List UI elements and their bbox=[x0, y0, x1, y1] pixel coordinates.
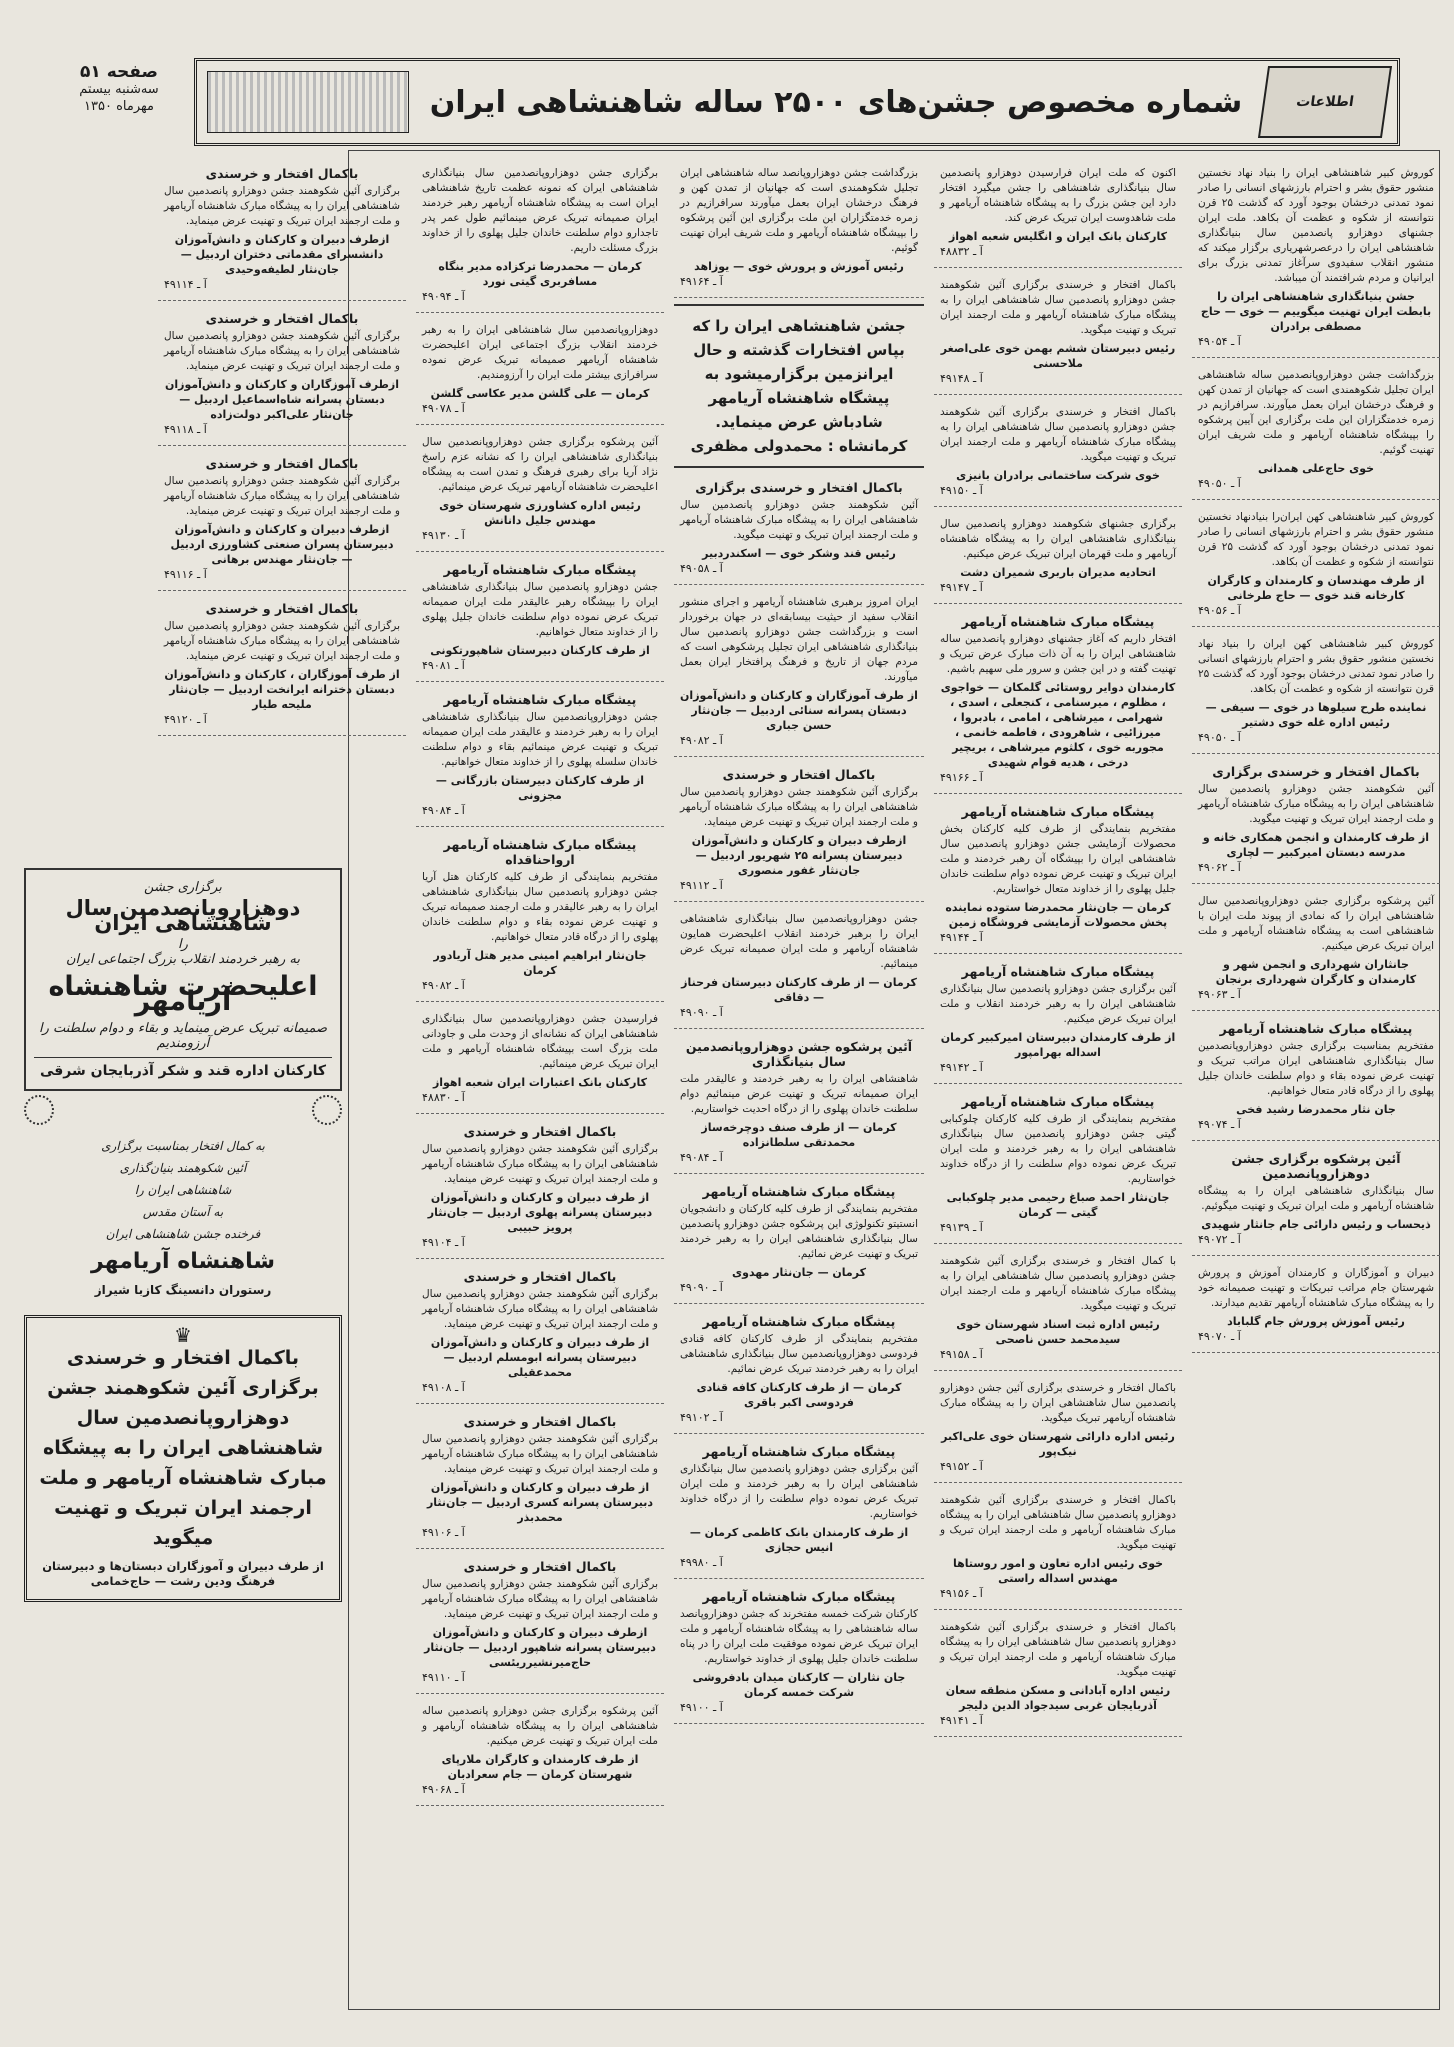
notice-heading: باکمال افتخار و خرسندی bbox=[463, 1559, 617, 1574]
skyline-illustration bbox=[207, 71, 409, 133]
notice-body: بزرگداشت جشن دوهزاروپانصد ساله شاهنشاهی ایران تجلیل شکوهمندی است که جهانیان از تمدن کهن و فرهنگ درخشان ایران بعمل میآورند سرافرازیم در زمره خدمتگزاران این ملت برگزاری این آئین پرشکوه را بپیشگاه شاهنشاه آریامهر و ملت شریف ایران تهنیت گوئیم. bbox=[680, 167, 918, 254]
notice-code: آ ـ ۴۹۱۰۲ bbox=[680, 1411, 723, 1424]
calligraphy-line: به آستان مقدس bbox=[142, 1205, 224, 1219]
notice-code: آ ـ ۴۹۹۸۰ bbox=[680, 1556, 723, 1569]
notice-body: کوروش کبیر شاهنشاهی ایران را بنیاد نهاد نخستین منشور حقوق بشر و احترام بارزشهای انسانی را صادر نمود تمدنی درخشان بوجود آورد که گذشت ۲۵ قرن نتوانسته از شکوه و عظمت آن بکاهد. ملت ایران جشنهای دوهزارو پانصدمین سال بنیانگذاری شاهنشاهی ایران را درعصرشهریاری برگزار میکند که منشور انقلاب سفیدوی سرآغاز تمدنی بزرگ برای ایرانیان و مردم شرافتمند آن میباشد. bbox=[1198, 167, 1434, 284]
notice-heading: پیشگاه مبارک شاهنشاه آریامهر bbox=[1219, 1021, 1413, 1036]
notice-signature: جان‌نثار احمد صباغ رحیمی مدیر چلوکبابی گیتی — کرمان bbox=[946, 1191, 1170, 1219]
notice-body: مفتخریم بمناسبت برگزاری جشن دوهزاروپانصدمین سال بنیانگذاری شاهنشاهی ایران مراتب تبریک و تهنیت عرض نموده بقاء و دوام سلطنت خاندان جلیل پهلوی را از درگاه قادر متعال خواهانیم. bbox=[1198, 1040, 1434, 1097]
boxed-ad-body: باکمال افتخار و خرسندی برگزاری آئین شکوهمند جشن دوهزاروپانصدمین سال شاهنشاهی ایران را به پیشگاه مبارک شاهنشاه آریامهر و ملت ارجمند ایران تبریک و تهنیت میگوید bbox=[39, 1347, 327, 1549]
notice-code: آ ـ ۴۹۱۶۴ bbox=[680, 275, 723, 288]
notice-code: آ ـ ۴۹۰۹۰ bbox=[680, 1006, 723, 1019]
notice-code: آ ـ ۴۹۱۵۶ bbox=[940, 1587, 983, 1600]
notice-body: برگزاری آئین شکوهمند جشن دوهزارو پانصدمین سال شاهنشاهی ایران را به پیشگاه مبارک شاهنشاه آریامهر و ملت ارجمند ایران تبریک و تهنیت عرض مینماید. bbox=[164, 185, 400, 227]
calligraphy-line: به کمال افتخار بمناسبت برگزاری bbox=[101, 1139, 265, 1153]
notice-body: کوروش کبیر شاهنشاهی کهن ایران‌را بنیادنهاد نخستین منشور حقوق بشر و احترام بارزشهای انسانی را صادر نمود تمدنی درخشان بوجود آورد که گذشت ۲۵ قرن نتوانسته از شکوه و عظمت آن بکاهد. bbox=[1198, 511, 1434, 568]
notice-body: باکمال افتخار و خرسندی برگزاری آئین جشن دوهزارو پانصدمین سال شاهنشاهی ایران را به پیشگاه مبارک شاهنشاه آریامهر تبریک میگوید. bbox=[940, 1382, 1176, 1424]
notice-heading: باکمال افتخار و خرسندی bbox=[722, 767, 876, 782]
notice-signature: جان‌نثار ابراهیم امینی مدیر هتل آریادور کرمان bbox=[433, 949, 647, 977]
notice-body: ایران امروز برهبری شاهنشاه آریامهر و اجرای منشور انقلاب سفید از حیثیت بیسابقه‌ای در جهان برخوردار است و بزرگداشت جشن دوهزارو پانصدمین سال بنیانگذاری شاهنشاهی ایران تجلیل پرشکوهی است که مردم جهان از تاریخ و فرهنگ پرافتخار ایران بعمل میآورند. bbox=[680, 596, 918, 683]
column-2 bbox=[934, 160, 1182, 2000]
notice-code: آ ـ ۴۹۱۵۲ bbox=[940, 1460, 983, 1473]
greeting-notice bbox=[1192, 631, 1440, 754]
notice-body: باکمال افتخار و خرسندی برگزاری آئین شکوهمند جشن دوهزارو پانصدمین سال شاهنشاهی ایران را به پیشگاه مبارک شاهنشاه آریامهر و ملت ارجمند ایران تبریک و تهنیت میگوید. bbox=[940, 406, 1176, 463]
greeting-notice bbox=[934, 160, 1182, 268]
greeting-notice bbox=[934, 798, 1182, 954]
notice-signature: خوی حاج‌علی همدانی bbox=[1257, 462, 1375, 475]
column-4 bbox=[416, 160, 664, 2000]
notice-signature: جان نثار محمدرضا رشید فخی bbox=[1236, 1103, 1396, 1116]
notice-signature: از طرف دبیران و کارکنان و دانش‌آموزان دبیرستان پسرانه ابومسلم اردبیل — محمدعقیلی bbox=[430, 1336, 650, 1379]
notice-signature: اتحادیه مدیران باربری شمیران دشت bbox=[960, 566, 1156, 579]
notice-code: آ ـ ۴۹۰۵۸ bbox=[680, 562, 723, 575]
greeting-notice bbox=[934, 399, 1182, 507]
notice-code: آ ـ ۴۹۰۵۶ bbox=[1198, 604, 1241, 617]
notice-body: مفتخریم بنمایندگی از طرف کلیه کارکنان هتل آریا جشن دوهزارو پانصدمین سال بنیانگذاری شاهنشاهی ایران را به رهبر عالیقدر و ملت ارجمند صمیمانه تبریک و تهنیت عرض نموده بقاء و دوام سلطنت خاندان پهلوی را از درگاه قادر متعال خواهانیم. bbox=[422, 871, 658, 943]
notice-heading: باکمال افتخار و خرسندی bbox=[463, 1124, 617, 1139]
greeting-notice bbox=[416, 317, 664, 425]
greeting-notice bbox=[934, 272, 1182, 395]
notice-signature: کرمان — از طرف کارکنان کافه قنادی فردوسی اکبر باقری bbox=[696, 1381, 902, 1409]
notice-heading: باکمال افتخار و خرسندی bbox=[205, 166, 359, 181]
greeting-notice bbox=[674, 160, 924, 298]
notice-code: آ ـ ۴۹۰۵۴ bbox=[1198, 335, 1241, 348]
notice-heading: پیشگاه مبارک شاهنشاه آریامهر bbox=[961, 964, 1155, 979]
notice-signature: رئیس اداره دارائی شهرستان خوی علی‌اکبر نیک‌پور bbox=[941, 1430, 1175, 1458]
notice-body: کارکنان شرکت خمسه مفتخرند که جشن دوهزاروپانصد ساله شاهنشاهی را به پیشگاه شاهنشاه آریامهر و ملت ایران تبریک عرض نموده موفقیت ملت ایران را در پناه سلطنت خاندان جلیل پهلوی از خداوند خواستاریم. bbox=[680, 1608, 918, 1665]
column-1 bbox=[1192, 160, 1440, 2000]
notice-code: آ ـ ۴۹۰۵۰ bbox=[1198, 477, 1241, 490]
notice-signature: از طرف دبیران و کارکنان و دانش‌آموزان دبیرستان پسرانه پهلوی اردبیل — جان‌نثار پرویز حبیبی bbox=[427, 1191, 653, 1234]
notice-code: آ ـ ۴۹۰۶۳ bbox=[1198, 988, 1241, 1001]
greeting-notice bbox=[674, 1438, 924, 1579]
crown-emblem-icon: ♛ bbox=[174, 1323, 192, 1347]
notice-signature: از طرف کارکنان دبیرستان بازرگانی — مجزونی bbox=[435, 774, 645, 802]
notice-signature: کرمان — محمدرضا ترکزاده مدیر بنگاه مسافربری گیتی نورد bbox=[438, 260, 642, 288]
notice-body: آئین پرشکوه برگزاری جشن دوهزارو پانصدمین ساله شاهنشاهی ایران را به پیشگاه شاهنشاه آریامهر و ملت ایران تبریک و تهنیت عرض میکنیم. bbox=[422, 1705, 658, 1747]
notice-signature: رئیس اداره کشاورزی شهرستان خوی مهندس جلیل دانانش bbox=[439, 499, 641, 527]
column-3 bbox=[674, 160, 924, 2000]
greeting-notice bbox=[934, 1614, 1182, 1737]
notice-signature: از طرف آموزگاران ، کارکنان و دانش‌آموزان دبستان دخترانه ایرانخت اردبیل — جان‌نثار ملیحه طیار bbox=[164, 668, 400, 711]
notice-signature: جشن بنیانگذاری شاهنشاهی ایران را بابطت ایران تهنیت میگوییم — خوی — حاج مصطفی برادران bbox=[1200, 290, 1432, 333]
notice-body: آئین برگزاری جشن دوهزارو پانصدمین سال بنیانگذاری شاهنشاهی ایران را به رهبر خردمند انقلاب و ملت ایران تبریک عرض میکنیم. bbox=[940, 983, 1176, 1025]
newspaper-logo: اطلاعات bbox=[1258, 66, 1392, 138]
notice-signature: کرمان — از طرف صنف دوچرخه‌ساز محمدتقی سلطانزاده bbox=[701, 1121, 897, 1149]
notice-heading: آئین پرشکوه جشن دوهزاروپانصدمین سال بنیانگذاری bbox=[685, 1039, 913, 1069]
notice-code: آ ـ ۴۹۰۹۰ bbox=[680, 1281, 723, 1294]
notice-body: جشن دوهزاروپانصدمین سال بنیانگذاری شاهنشاهی ایران را برهبر خردمند انقلاب اعلیحضرت همایون شاهنشاه آریامهر و ملت ایران صمیمانه تبریک عرض مینمائیم. bbox=[680, 913, 918, 970]
notice-body: جشن دوهزارو پانصدمین سال بنیانگذاری شاهنشاهی ایران را بپیشگاه رهبر عالیقدر ملت ایران صمیمانه تبریک عرض نموده دوام سلطنت خاندان جلیل پهلوی را از خداوند متعال خواهانیم. bbox=[422, 581, 658, 638]
royal-ad-line6: صمیمانه تبریک عرض مینماید و بقاء و دوام سلطنت را آرزومندیم bbox=[38, 1021, 328, 1051]
notice-body: باکمال افتخار و خرسندی برگزاری آئین شکوهمند دوهزارو پانصدمین سال شاهنشاهی ایران را به پیشگاه مبارک شاهنشاه آریامهر و ملت ارجمند ایران تبریک و تهنیت میگوید. bbox=[940, 1494, 1176, 1551]
notice-code: آ ـ ۴۹۱۲۰ bbox=[164, 713, 207, 726]
calligraphy-ad bbox=[24, 1129, 342, 1307]
notice-signature: رئیس قند وشکر خوی — اسکندردبیر bbox=[702, 547, 896, 560]
notice-signature: کارمندان دوایر روستائی گلمکان — خواجوی ، مظلوم ، میرسنامی ، کنجعلی ، اسدی ، شهرامی ، میرشاهی ، امامی ، بادبروا ، میرزائیی ، شاهرودی ، فاطمه خانمی ، مجوربه خوی ، کلثوم میرشاهی ، بریچیر درخی ، هدیه قوام شهیدی bbox=[940, 681, 1176, 769]
notice-code: آ ـ ۴۹۰۸۲ bbox=[422, 979, 465, 992]
royal-ad-line1: برگزاری جشن bbox=[144, 880, 222, 895]
notice-code: آ ـ ۴۹۰۷۴ bbox=[1198, 1118, 1241, 1131]
notice-signature: رئیس دبیرستان ششم بهمن خوی علی‌اصغر ملاحسنی bbox=[940, 342, 1176, 370]
notice-code: آ ـ ۴۹۰۷۸ bbox=[422, 402, 465, 415]
notice-heading: پیشگاه مبارک شاهنشاه آریامهر bbox=[443, 692, 637, 707]
notice-code: آ ـ ۴۹۱۰۶ bbox=[422, 1526, 465, 1539]
notice-body: کوروش کبیر شاهنشاهی کهن ایران را بنیاد نهاد نخستین منشور حقوق بشر و احترام بارزشهای انسانی را صادر نمود تمدنی درخشان بوجود آورد که گذشت ۲۵ قرن نتوانسته از شکوه و عظمت آن بکاهد. bbox=[1198, 638, 1434, 695]
notice-signature: ازطرف دبیران و کارکنان و دانش‌آموزان دبیرستان پسرانه ۲۵ شهریور اردبیل — جان‌نثار غفور منصوری bbox=[691, 834, 907, 877]
notice-signature: رئیس آموزش پرورش جام گلباباد bbox=[1227, 1315, 1405, 1328]
notice-signature: از طرف کارمندان دبیرستان امیرکبیر کرمان اسداله بهرامپور bbox=[940, 1031, 1176, 1059]
notice-body: برگزاری آئین شکوهمند جشن دوهزارو پانصدمین سال شاهنشاهی ایران را به پیشگاه مبارک شاهنشاه آریامهر و ملت ارجمند ایران تبریک و تهنیت عرض مینماید. bbox=[422, 1288, 658, 1330]
notice-signature: ازطرف دبیران و کارکنان و دانش‌آموزان دبیرستان پسرانه شاهپور اردبیل — جان‌نثار حاج‌میرنشیرریئسی bbox=[424, 1626, 656, 1669]
notice-heading: باکمال افتخار و خرسندی برگزاری bbox=[1212, 764, 1420, 779]
notice-heading: پیشگاه مبارک شاهنشاه آریامهر bbox=[961, 1094, 1155, 1109]
greeting-notice bbox=[934, 511, 1182, 604]
notice-heading: پیشگاه مبارک شاهنشاه آریامهر bbox=[961, 804, 1155, 819]
notice-code: آ ـ ۴۹۱۰۸ bbox=[422, 1381, 465, 1394]
page-number: صفحه ۵۱ bbox=[80, 62, 158, 82]
notice-body: مفتخریم بنمایندگی از طرف کارکنان کافه قنادی فردوسی دوهزاروپانصدمین سال بنیانگذاری شاهنشاهی ایران را به رهبر خردمند تبریک عرض نمائیم. bbox=[680, 1333, 918, 1375]
notice-body: دبیران و آموزگاران و کارمندان آموزش و پرورش شهرستان جام مراتب تبریکات و تهنیت صمیمانه خود را به پیشگاه مبارک شاهنشاه آریامهر تقدیم میدارند. bbox=[1198, 1267, 1434, 1309]
notice-code: آ ـ ۴۹۱۴۷ bbox=[940, 581, 983, 594]
notice-body: دوهزاروپانصدمین سال شاهنشاهی ایران را به رهبر خردمند انقلاب بزرگ اجتماعی ایران اعلیحضرت شاهنشاه آریامهر صمیمانه تبریک عرض نموده سرافرازی بیشتر ملت ایران را آرزومندیم. bbox=[422, 324, 658, 381]
notice-body: برگزاری آئین شکوهمند جشن دوهزارو پانصدمین سال شاهنشاهی ایران را به پیشگاه مبارک شاهنشاه آریامهر و ملت ارجمند ایران تبریک و تهنیت عرض مینماید. bbox=[422, 1578, 658, 1620]
greeting-notice bbox=[934, 1487, 1182, 1610]
notice-signature: از طرف کارمندان و انجمن همکاری خانه و مدرسه دبستان امیرکبیر — لچاری bbox=[1202, 831, 1430, 859]
notice-signature: از طرف دبیران و کارکنان و دانش‌آموزان دبیرستان پسرانه کسری اردبیل — جان‌نثار محمدبذر bbox=[426, 1481, 654, 1524]
notice-code: آ ـ ۴۹۱۴۱ bbox=[940, 1714, 983, 1727]
notice-body: سال بنیانگذاری شاهنشاهی ایران را به پیشگاه شاهنشاه آریامهر و ملت ایران تبریک و تهنیت میگوئیم. bbox=[1198, 1185, 1434, 1212]
royal-ad-line2: دوهزاروپانصدمین سال شاهنشاهی ایران bbox=[65, 896, 301, 935]
royal-greeting-ad bbox=[24, 868, 342, 1091]
notice-code: آ ـ ۴۹۱۱۰ bbox=[422, 1671, 465, 1684]
notice-signature: ازطرف دبیران و کارکنان و دانش‌آموزان دانشسرای مقدماتی دختران اردبیل — جان‌نثار لطیفه‌وحیدی bbox=[174, 233, 390, 276]
notice-heading: پیشگاه مبارک شاهنشاه آریامهر bbox=[443, 562, 637, 577]
notice-body: برگزاری آئین شکوهمند جشن دوهزارو پانصدمین سال شاهنشاهی ایران را به پیشگاه مبارک شاهنشاه آریامهر و ملت ارجمند ایران تبریک و تهنیت عرض مینماید. bbox=[422, 1433, 658, 1475]
boxed-ad-signature: از طرف دبیران و آموزگاران دبستان‌ها و دبیرستان فرهنگ ودین رشت — حاج‌خمامی bbox=[42, 1559, 324, 1588]
notice-body: شاهنشاهی ایران را به رهبر خردمند و عالیقدر ملت ایران صمیمانه تبریک و تهنیت عرض مینمائیم دوام سلطنت خاندان پهلوی را از درگاه احدیت خواستاریم. bbox=[680, 1073, 918, 1115]
notice-signature: رئیس اداره آبادانی و مسکن منطقه سعان آذربایجان غربی سیدجواد الدین دلیجر bbox=[945, 1684, 1171, 1712]
boxed-greeting-ad bbox=[24, 1315, 342, 1602]
greeting-notice bbox=[416, 556, 664, 682]
notice-body: باکمال افتخار و خرسندی برگزاری آئین شکوهمند جشن دوهزارو پانصدمین سال شاهنشاهی ایران را به پیشگاه مبارک شاهنشاه آریامهر و ملت ارجمند ایران تبریک و تهنیت میگوید. bbox=[940, 279, 1176, 336]
greeting-notice bbox=[416, 429, 664, 552]
notice-body: برگزاری آئین شکوهمند جشن دوهزارو پانصدمین سال شاهنشاهی ایران را به پیشگاه مبارک شاهنشاه آریامهر و ملت ارجمند ایران تبریک و تهنیت عرض مینماید. bbox=[422, 1143, 658, 1185]
masthead bbox=[194, 58, 1400, 146]
notice-code: آ ـ ۴۹۱۳۹ bbox=[940, 1221, 983, 1234]
notice-signature: ذیحساب و رئیس دارائی جام جانثار شهیدی bbox=[1201, 1218, 1431, 1231]
notice-body: برگزاری آئین شکوهمند جشن دوهزارو پانصدمین سال شاهنشاهی ایران را به پیشگاه مبارک شاهنشاه آریامهر و ملت ارجمند ایران تبریک و تهنیت عرض مینماید. bbox=[164, 475, 400, 517]
notice-code: آ ـ ۴۹۰۸۴ bbox=[680, 1151, 723, 1164]
page-title: شماره مخصوص جشن‌های ۲۵۰۰ ساله شاهنشاهی ایران bbox=[429, 84, 1243, 120]
flower-ornament-icon bbox=[24, 1095, 54, 1125]
notice-heading: باکمال افتخار و خرسندی bbox=[205, 456, 359, 471]
calligraphy-line: شاهنشاهی ایران را bbox=[134, 1183, 232, 1197]
notice-body: آئین شکوهمند جشن دوهزارو پانصدمین سال شاهنشاهی ایران را به پیشگاه مبارک شاهنشاه آریامهر و ملت ارجمند ایران تبریک و تهنیت میگوید. bbox=[1198, 783, 1434, 825]
notice-heading: پیشگاه مبارک شاهنشاه آریامهر bbox=[961, 614, 1155, 629]
greeting-notice bbox=[674, 1033, 924, 1174]
notice-heading: پیشگاه مبارک شاهنشاه آریامهر bbox=[702, 1314, 896, 1329]
notice-code: آ ـ ۴۹۱۱۲ bbox=[680, 879, 723, 892]
greeting-notice bbox=[1192, 504, 1440, 627]
ornament-row bbox=[24, 1095, 342, 1125]
greeting-notice bbox=[416, 1408, 664, 1549]
greeting-notice bbox=[416, 686, 664, 827]
notice-body: آئین پرشکوه برگزاری جشن دوهزاروپانصدمین سال شاهنشاهی ایران را که نمادی از پیوند ملت ایران با شاهنشاهی است به پیشگاه شاهنشاه آریامهر و ملت ایران تبریک عرض میکنیم. bbox=[1198, 895, 1434, 952]
notice-code: آ ـ ۴۹۰۶۲ bbox=[1198, 861, 1241, 874]
notice-body: برگزاری جشنهای شکوهمند دوهزارو پانصدمین سال بنیانگذاری شاهنشاهی ایران را به پیشگاه شاهنشاه آریامهر و ملت قهرمان ایران تبریک عرض میکنیم. bbox=[940, 518, 1176, 560]
greeting-notice bbox=[416, 831, 664, 1002]
notice-signature: از طرف آموزگاران و کارکنان و دانش‌آموزان دبستان پسرانه سنائی اردبیل — جان‌نثار حسن جباری bbox=[680, 689, 918, 732]
greeting-notice bbox=[1192, 160, 1440, 358]
notice-code: آ ـ ۴۹۰۷۲ bbox=[1198, 1233, 1241, 1246]
notice-body: آئین برگزاری جشن دوهزارو پانصدمین سال بنیانگذاری شاهنشاهی ایران را به رهبر خردمند و ملت ایران تبریک عرض نموده دوام سلطنت را از درگاه خداوند خواستاریم. bbox=[680, 1463, 918, 1520]
notice-signature: کرمان — از طرف کارکنان دبیرستان فرحناز — دقاقی bbox=[681, 976, 917, 1004]
calligraphy-title: شاهنشاه آریامهر bbox=[91, 1249, 275, 1274]
notice-signature: جانثاران شهرداری و انجمن شهر و کارمندان و کارگران شهرداری برنجان bbox=[1215, 958, 1417, 986]
notice-code: آ ـ ۴۹۱۱۴ bbox=[164, 278, 207, 291]
calligraphy-line: فرخنده جشن شاهنشاهی ایران bbox=[105, 1227, 261, 1241]
notice-code: آ ـ ۴۹۱۴۸ bbox=[940, 372, 983, 385]
notice-heading: پیشگاه مبارک شاهنشاه آریامهر bbox=[702, 1589, 896, 1604]
notice-signature: خوی رئیس اداره تعاون و امور روستاها مهندس اسداله راستی bbox=[952, 1557, 1164, 1585]
notice-code: آ ـ ۴۹۱۵۰ bbox=[940, 484, 983, 497]
greeting-notice bbox=[416, 160, 664, 313]
notice-heading: باکمال افتخار و خرسندی برگزاری bbox=[695, 480, 903, 495]
advertisement-column bbox=[24, 160, 342, 2010]
notice-signature: نماینده طرح سیلوها در خوی — سیفی — رئیس اداره غله خوی دشتیر bbox=[1205, 701, 1427, 729]
royal-ad-line4: به رهبر خردمند انقلاب بزرگ اجتماعی ایران bbox=[65, 952, 301, 967]
page-info bbox=[54, 64, 184, 115]
notice-signature: جان نثاران — کارکنان میدان بادفروشی شرکت خمسه کرمان bbox=[692, 1671, 906, 1699]
notice-heading: پیشگاه مبارک شاهنشاه آریامهر ارواحناقداه bbox=[443, 837, 637, 867]
calligraphy-signature: رستوران دانسینگ کازبا شیراز bbox=[94, 1283, 272, 1297]
notice-code: آ ـ ۴۹۰۸۴ bbox=[422, 804, 465, 817]
greeting-notice bbox=[674, 1178, 924, 1304]
notice-body: فرارسیدن جشن دوهزاروپانصدمین سال بنیانگذاری شاهنشاهی ایران که نشانه‌ای از وحدت ملی و جاودانی ملت بزرگ است بپیشگاه شاهنشاه آریامهر و ملت ایران تبریک عرض مینمائیم. bbox=[422, 1013, 658, 1070]
calligraphy-line: آئین شکوهمند بنیان‌گذاری bbox=[119, 1161, 247, 1175]
notice-body: مفتخریم بنمایندگی از طرف کلیه کارکنان بخش محصولات آزمایشی جشن دوهزارو پانصدمین سال شاهنشاهی ایران را بپیشگاه آن رهبر خردمند و ملت ایران تبریک و تهنیت عرض نموده دوام سلطنت خاندان جلیل پهلوی را از خداوند متعال خواستاریم. bbox=[940, 823, 1176, 895]
greeting-notice bbox=[1192, 888, 1440, 1011]
greeting-notice bbox=[934, 1088, 1182, 1244]
greeting-notice bbox=[674, 1308, 924, 1434]
notice-heading: باکمال افتخار و خرسندی bbox=[205, 311, 359, 326]
greeting-notice bbox=[1192, 758, 1440, 884]
notice-body: آئین شکوهمند جشن دوهزارو پانصدمین سال شاهنشاهی ایران را به پیشگاه مبارک شاهنشاه آریامهر و ملت ارجمند ایران تبریک و تهنیت میگوید. bbox=[680, 499, 918, 541]
notice-code: آ ـ ۴۹۱۴۴ bbox=[940, 931, 983, 944]
notice-body: افتخار داریم که آغاز جشنهای دوهزارو پانصدمین ساله شاهنشاهی ایران را به آن ذات مبارک عرض تبریک و تهنیت گفته و در این جشن و سرور ملی سهیم باشیم. bbox=[940, 633, 1176, 675]
notice-signature: کرمان — علی گلشن مدیر عکاسی گلشن bbox=[430, 387, 650, 400]
issue-date: مهرماه ۱۳۵۰ bbox=[84, 99, 154, 114]
notice-code: آ ـ ۴۹۱۵۸ bbox=[940, 1348, 983, 1361]
notice-heading: پیشگاه مبارک شاهنشاه آریامهر bbox=[702, 1184, 896, 1199]
notice-signature: ازطرف دبیران و کارکنان و دانش‌آموزان دبیرستان پسران صنعتی کشاورزی اردبیل — جان‌نثار مهندس برهانی bbox=[170, 523, 394, 566]
notice-body: برگزاری آئین شکوهمند جشن دوهزارو پانصدمین سال شاهنشاهی ایران را به پیشگاه مبارک شاهنشاه آریامهر و ملت ارجمند ایران تبریک و تهنیت عرض مینماید. bbox=[164, 330, 400, 372]
greeting-notice bbox=[674, 761, 924, 902]
greeting-notice bbox=[1192, 1015, 1440, 1141]
notice-code: آ ـ ۴۹۱۱۸ bbox=[164, 423, 207, 436]
notice-signature: ازطرف آموزگاران و کارکنان و دانش‌آموزان دبستان پسرانه شاه‌اسماعیل اردبیل — جان‌نثار علی‌اکبر دولت‌زاده bbox=[164, 378, 400, 421]
royal-ad-line5: اعلیحضرت شاهنشاه آریامهر bbox=[48, 971, 318, 1017]
notice-heading: باکمال افتخار و خرسندی bbox=[463, 1269, 617, 1284]
notice-body: با کمال افتخار و خرسندی برگزاری آئین شکوهمند جشن دوهزارو پانصدمین سال شاهنشاهی ایران را به پیشگاه مبارک شاهنشاه آریامهر و ملت ارجمند ایران تبریک و تهنیت میگوید. bbox=[940, 1255, 1176, 1312]
greeting-notice bbox=[416, 1698, 664, 1806]
notice-quote: جشن شاهنشاهی ایران را که بپاس افتخارات گذشته و حال ایرانزمین برگزارمیشود به پیشگاه شاهنشاه آریامهر شادباش عرض مینماید. bbox=[692, 317, 906, 431]
royal-ad-signature: کارکنان اداره قند و شکر آذربایجان شرقی bbox=[34, 1057, 332, 1079]
greeting-notice bbox=[674, 1583, 924, 1724]
notice-code: آ ـ ۴۹۰۸۲ bbox=[680, 734, 723, 747]
notice-code: آ ـ ۴۹۱۴۲ bbox=[940, 1061, 983, 1074]
greeting-notice bbox=[934, 958, 1182, 1084]
greeting-notice bbox=[1192, 362, 1440, 500]
greeting-notice bbox=[934, 1375, 1182, 1483]
greeting-notice bbox=[674, 589, 924, 757]
notice-code: آ ـ ۴۸۸۳۲ bbox=[940, 245, 983, 258]
notice-code: آ ـ ۴۹۱۶۶ bbox=[940, 771, 983, 784]
greeting-notice bbox=[674, 304, 924, 468]
notice-code: آ ـ ۴۸۸۳۰ bbox=[422, 1091, 465, 1104]
greeting-notice bbox=[416, 1553, 664, 1694]
notice-body: مفتخریم بنمایندگی از طرف کلیه کارکنان و دانشجویان انستیتو تکنولوژی این پرشکوه جشن دوهزارو پانصدمین سال بنیانگذاری شاهنشاهی ایران را به رهبر خردمند تبریک و تهنیت عرض نمائیم. bbox=[680, 1203, 918, 1260]
notice-body: برگزاری آئین شکوهمند جشن دوهزارو پانصدمین سال شاهنشاهی ایران را به پیشگاه مبارک شاهنشاه آریامهر و ملت ارجمند ایران تبریک و تهنیت عرض مینماید. bbox=[680, 786, 918, 828]
notice-signature: از طرف کارمندان بانک کاظمی کرمان — انیس حجازی bbox=[689, 1526, 909, 1554]
notice-code: آ ـ ۴۹۰۹۴ bbox=[422, 290, 465, 303]
greeting-notice bbox=[416, 1118, 664, 1259]
notice-heading: باکمال افتخار و خرسندی bbox=[463, 1414, 617, 1429]
greeting-notice bbox=[934, 1248, 1182, 1371]
notice-code: آ ـ ۴۹۰۵۰ bbox=[1198, 731, 1241, 744]
notice-code: آ ـ ۴۹۱۰۰ bbox=[680, 1701, 723, 1714]
notice-signature: کرمانشاه : محمدولی مظفری bbox=[690, 437, 908, 455]
notice-body: بزرگداشت جشن دوهزاروپانصدمین ساله شاهنشاهی ایران تجلیل شکوهمندی است که جهانیان از تمدن کهن و فرهنگ درخشان ایران بعمل میآورند. سرافرازیم در زمره خدمتگزاران این ملت برگزاری این آیین پرشکوه را بپیشگاه شاهنشاه آریامهر و ملت شریف ایران تهنیت گوئیم. bbox=[1198, 369, 1434, 456]
notice-body: جشن دوهزاروپانصدمین سال بنیانگذاری شاهنشاهی ایران را به رهبر خردمند و عالیقدر ملت ایران صمیمانه تبریک و تهنیت عرض مینمائیم بقاء و دوام سلطنت خاندان سلسله پهلوی را از خداوند متعال خواهانیم. bbox=[422, 711, 658, 768]
notice-body: اکنون که ملت ایران فرارسیدن دوهزارو پانصدمین سال بنیانگذاری شاهنشاهی را جشن میگیرد افتخار دارد این جشن بزرگ را به پیشگاه شاهنشاه آریامهر و ملت شاهدوست ایران تبریک عرض کند. bbox=[940, 167, 1176, 224]
greeting-notice bbox=[1192, 1260, 1440, 1353]
notice-signature: کرمان — جان‌نثار مهدوی bbox=[732, 1266, 866, 1279]
notice-code: آ ـ ۴۹۰۸۱ bbox=[422, 659, 465, 672]
notice-signature: خوی شرکت ساختمانی برادران بانیزی bbox=[956, 469, 1160, 482]
royal-ad-line3: را bbox=[178, 937, 188, 952]
notice-body: برگزاری آئین شکوهمند جشن دوهزارو پانصدمین سال شاهنشاهی ایران را به پیشگاه مبارک شاهنشاه آریامهر و ملت ارجمند ایران تبریک و تهنیت عرض مینماید. bbox=[164, 620, 400, 662]
notice-signature: رئیس اداره ثبت اسناد شهرستان خوی سیدمحمد حسن ناصحی bbox=[956, 1318, 1160, 1346]
greeting-notice bbox=[674, 474, 924, 585]
greeting-notice bbox=[674, 906, 924, 1029]
notice-code: آ ـ ۴۹۱۳۰ bbox=[422, 529, 465, 542]
greeting-notice bbox=[934, 608, 1182, 794]
greeting-notice bbox=[416, 1263, 664, 1404]
notice-body: برگزاری جشن دوهزاروپانصدمین سال بنیانگذاری شاهنشاهی ایران که نمونه عظمت تاریخ شاهنشاهی ایران است به پیشگاه شاهنشاه آریامهر رهبر خردمند ایران صمیمانه تبریک عرض مینمائیم طول عمر پدر تاجدارو دوام سلطنت خاندان جلیل پهلوی را از خداوند بزرگ مسئلت داریم. bbox=[422, 167, 658, 254]
notice-code: آ ـ ۴۹۰۶۸ bbox=[422, 1783, 465, 1796]
notice-code: آ ـ ۴۹۱۰۴ bbox=[422, 1236, 465, 1249]
issue-day: سه‌شنبه بیستم bbox=[79, 82, 159, 97]
notice-signature: کرمان — جان‌نثار محمدرضا ستوده نماینده پخش محصولات آزمایشی فروشگاه زمین bbox=[945, 901, 1171, 929]
notice-signature: از طرف مهندسان و کارمندان و کارگران کارخانه قند خوی — حاج طرخانی bbox=[1207, 574, 1425, 602]
notice-code: آ ـ ۴۹۱۱۶ bbox=[164, 568, 207, 581]
greeting-notice bbox=[416, 1006, 664, 1114]
notice-code: آ ـ ۴۹۰۷۰ bbox=[1198, 1330, 1241, 1343]
notice-signature: از طرف کارکنان دبیرستان شاهپورتکونی bbox=[430, 644, 650, 657]
notice-heading: پیشگاه مبارک شاهنشاه آریامهر bbox=[702, 1444, 896, 1459]
notice-body: مفتخریم بنمایندگی از طرف کلیه کارکنان چلوکبابی گیتی جشن دوهزارو پانصدمین سال بنیانگذاری شاهنشاهی ایران را به رهبر خردمند و ملت ایران تبریک عرض نموده دوام سلطنت را از درگاه خداوند خواستاریم. bbox=[940, 1113, 1176, 1185]
notice-heading: باکمال افتخار و خرسندی bbox=[205, 601, 359, 616]
notice-heading: آئین پرشکوه برگزاری جشن دوهزاروپانصدمین bbox=[1231, 1151, 1401, 1181]
notice-signature: کارکنان بانک اعتبارات ایران شعبه اهواز bbox=[432, 1076, 648, 1089]
notice-signature: از طرف کارمندان و کارگران ملارپای شهرستان کرمان — جام سعرادبان bbox=[441, 1753, 639, 1781]
greeting-notice bbox=[1192, 1145, 1440, 1256]
notice-signature: کارکنان بانک ایران و انگلیس شعبه اهواز bbox=[948, 230, 1168, 243]
flower-ornament-icon bbox=[312, 1095, 342, 1125]
notice-body: آئین پرشکوه برگزاری جشن دوهزاروپانصدمین سال بنیانگذاری شاهنشاهی ایران را که نشانه عزم راسخ نژاد آریا برای رهبری فرهنگ و تمدن است به پیشگاه اعلیحضرت شاهنشاه آریامهر تبریک عرض مینمائیم. bbox=[422, 436, 658, 493]
newspaper-page bbox=[14, 10, 1440, 2040]
notice-body: باکمال افتخار و خرسندی برگزاری آئین شکوهمند دوهزارو پانصدمین سال شاهنشاهی ایران را به پیشگاه مبارک شاهنشاه آریامهر و ملت ارجمند ایران تبریک و تهنیت میگوید. bbox=[940, 1621, 1176, 1678]
notice-signature: رئیس آموزش و پرورش خوی — یوزاهد bbox=[694, 260, 904, 273]
